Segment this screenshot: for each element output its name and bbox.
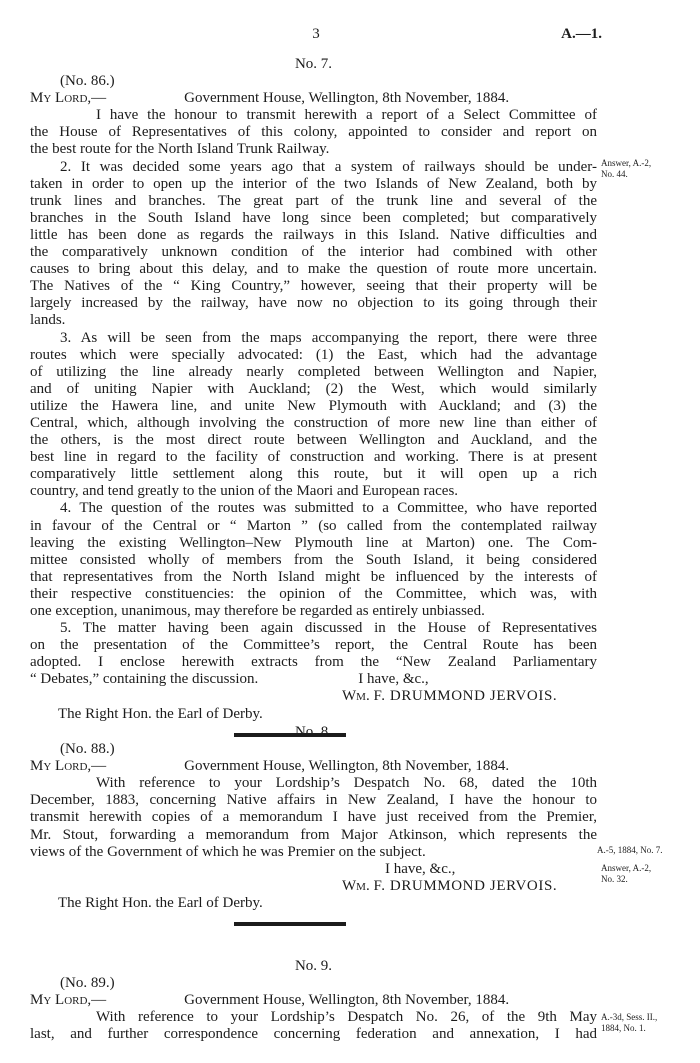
despatch-ref: (No. 89.)	[60, 975, 115, 992]
text-line: Central, which, although involving the construction of more new line than either of	[30, 414, 597, 431]
page-reference: A.—1.	[561, 26, 602, 42]
salutation: My Lord,—	[30, 90, 107, 107]
signature-prefix: Wm.	[342, 688, 370, 705]
text-line: the best route for the North Island Trunk Railway.	[30, 141, 330, 158]
text-line: country, and tend greatly to the union of the Maori and European races.	[30, 483, 459, 500]
text-line: one exception, unanimous, may therefore be regarded as entirely unbiassed.	[30, 603, 485, 619]
section-divider	[234, 922, 346, 926]
salutation: My Lord,—	[30, 758, 107, 775]
margin-note-line: No. 44.	[601, 168, 628, 179]
text-line: lands.	[30, 312, 66, 329]
text-line: I have the honour to transmit herewith a report of a Select Committee of	[96, 107, 597, 124]
addressee: The Right Hon. the Earl of Derby.	[58, 894, 263, 911]
signature	[30, 688, 597, 705]
text-line: that representatives from the North Island might be influenced by the interests of	[30, 568, 597, 585]
page-header	[30, 26, 602, 46]
text-line: of utilizing the line already nearly completed between Wellington and Napier,	[30, 363, 597, 380]
signature-name: F. DRUMMOND JERVOIS.	[373, 688, 558, 705]
addressee: The Right Hon. the Earl of Derby.	[58, 705, 263, 722]
margin-note	[601, 1012, 657, 1033]
signature-prefix: Wm.	[342, 877, 370, 894]
paragraph-3	[30, 330, 597, 501]
dateline: Government House, Wellington, 8th November, 1884.	[184, 90, 510, 107]
text-line: the comparatively unknown condition of the interior had combined with other	[30, 244, 597, 261]
text-line: 4. The question of the routes was submitted to a Committee, who have reported	[60, 500, 597, 517]
text-line: routes which were specially advocated: (1) the East, which had the advantage	[30, 346, 597, 363]
dateline: Government House, Wellington, 8th November, 1884.	[184, 758, 510, 775]
despatch-no-8	[30, 724, 597, 938]
paragraph-1	[30, 107, 597, 158]
margin-note	[601, 158, 651, 179]
text-line: adopted. I enclose herewith extracts from the “New Zealand Parliamentary	[30, 654, 597, 671]
margin-note-line: 1884, No. 1.	[601, 1022, 646, 1033]
text-line: 5. The matter having been again discussed in the House of Representatives	[60, 620, 597, 637]
text-line: branches in the South Island have long since been completed; but comparatively	[30, 209, 597, 226]
text-line: views of the Government of which he was Premier on the subject.	[30, 843, 426, 860]
text-line: utilize the Hawera line, and unite New Plymouth with Auckland; and (3) the	[30, 397, 597, 414]
text-line: last, and further correspondence concerning federation and annexation, I had	[30, 1026, 597, 1043]
despatch-heading: No. 9.	[294, 958, 333, 974]
text-span: “ Debates,” containing the discussion.	[30, 671, 259, 688]
text-line: comparatively little settlement along this route, but it will open up a rich	[30, 466, 597, 483]
text-line: With reference to your Lordship’s Despatch No. 26, of the 9th May	[96, 1009, 597, 1026]
text-line: transmit herewith copies of a memorandum I have just received from the Premier,	[30, 809, 597, 826]
text-line: With reference to your Lordship’s Despatch No. 68, dated the 10th	[96, 775, 597, 792]
text-line: taken in order to open up the interior of the two Islands of New Zealand, both by	[30, 175, 597, 192]
salutation-line	[30, 758, 597, 775]
paragraph-4	[30, 500, 597, 620]
salutation-line	[30, 992, 597, 1009]
salutation: My Lord,—	[30, 992, 107, 1009]
despatch-heading: No. 7.	[294, 56, 333, 72]
text-line: 2. It was decided some years ago that a system of railways should be under-	[60, 158, 597, 175]
salutation-line	[30, 90, 597, 107]
margin-note-line: Answer, A.-2,	[601, 158, 652, 168]
margin-note-line: No. 32.	[601, 873, 628, 884]
text-line: best line in regard to the facility of construction and working. There is at present	[30, 449, 597, 466]
text-line: the House of Representatives of this colony, appointed to consider and report on	[30, 124, 597, 141]
margin-note	[601, 863, 651, 884]
closing: I have, &c.,	[358, 671, 429, 688]
text-line: December, 1883, concerning Native affairs in New Zealand, I have the honour to	[30, 792, 597, 809]
text-line: their respective constituencies: the opinion of the Committee, which was, with	[30, 585, 597, 602]
paragraph-1	[30, 1009, 597, 1043]
page-number: 3	[312, 26, 320, 42]
closing: I have, &c.,	[385, 860, 456, 877]
text-line: trunk lines and branches. The great part of the trunk line and several of the	[30, 192, 597, 209]
text-line: leaving the existing Wellington–New Plymouth line at Marton) one. The Com-	[30, 534, 597, 551]
margin-note: A.-5, 1884, No. 7.	[597, 845, 663, 855]
text-line: little has been done as regards the railways in this Island. Native difficulties and	[30, 226, 597, 243]
despatch-no-9	[30, 958, 597, 1043]
text-line: and of uniting Napier with Auckland; (2) the West, which would similarly	[30, 380, 597, 397]
text-line: in favour of the Central or “ Marton ” (so called from the contemplated railway	[30, 517, 597, 534]
text-line: largely increased by the railway, have now no objection to its going through their	[30, 295, 597, 312]
text-line: on the presentation of the Committee’s report, the Central Route has been	[30, 637, 597, 654]
margin-note-line: A.-3d, Sess. II.,	[601, 1012, 658, 1022]
text-line: Mr. Stout, forwarding a memorandum from Major Atkinson, which represents the	[30, 826, 597, 843]
margin-note-line: Answer, A.-2,	[601, 863, 652, 873]
text-line: 3. As will be seen from the maps accompanying the report, there were three	[60, 329, 597, 346]
paragraph-1	[30, 775, 597, 860]
text-line: The Natives of the “ King Country,” however, seeing that their property will be	[30, 278, 597, 295]
signature-name: F. DRUMMOND JERVOIS.	[373, 877, 558, 894]
despatch-no-7	[30, 56, 597, 749]
paragraph-2	[30, 159, 597, 330]
paragraph-5	[30, 620, 597, 688]
despatch-ref: (No. 88.)	[60, 741, 115, 758]
despatch-heading: No. 8.	[294, 724, 333, 740]
dateline: Government House, Wellington, 8th November, 1884.	[184, 992, 510, 1009]
text-line	[30, 671, 597, 688]
signature	[30, 878, 597, 895]
despatch-ref: (No. 86.)	[60, 73, 115, 90]
text-line: mittee consisted wholly of members from the South Island, it being considered	[30, 551, 597, 568]
text-line: the others, is the most direct route between Wellington and Auckland, and the	[30, 432, 597, 449]
text-line: causes to bring about this delay, and to make the question of route more uncertain.	[30, 261, 597, 278]
